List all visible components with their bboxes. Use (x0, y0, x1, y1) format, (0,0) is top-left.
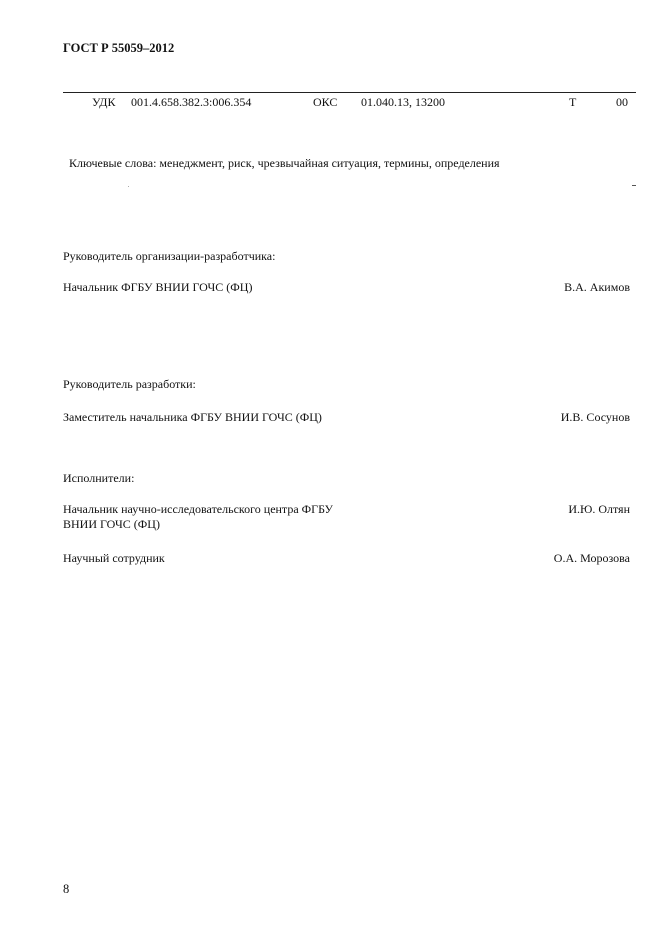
oks-label: ОКС (313, 95, 338, 109)
development-lead-name: И.В. Сосунов (560, 410, 630, 424)
udk-value: 001.4.658.382.3:006.354 (131, 95, 252, 109)
keywords-line: Ключевые слова: менеджмент, риск, чрезвычайная ситуация, термины, определения (69, 156, 500, 170)
executor-1-position-line1: Начальник научно-исследовательского центра ФГБУ (63, 502, 334, 516)
executor-1-position-line2: ВНИИ ГОЧС (ФЦ) (63, 517, 160, 531)
top-divider (63, 92, 636, 93)
developer-head-heading: Руководитель организации-разработчика: (63, 249, 276, 263)
udk-label: УДК (92, 95, 116, 109)
development-lead-position: Заместитель начальника ФГБУ ВНИИ ГОЧС (ФЦ) (63, 410, 322, 424)
divider-dot (128, 186, 129, 187)
page-number: 8 (63, 882, 70, 896)
divider-tick (632, 185, 636, 186)
t-value: 00 (616, 95, 628, 109)
standard-title: ГОСТ Р 55059–2012 (63, 41, 175, 55)
executor-2-name: О.А. Морозова (553, 551, 630, 565)
oks-value: 01.040.13, 13200 (361, 95, 445, 109)
executor-2-position: Научный сотрудник (63, 551, 165, 565)
development-lead-heading: Руководитель разработки: (63, 377, 196, 391)
developer-head-position: Начальник ФГБУ ВНИИ ГОЧС (ФЦ) (63, 280, 253, 294)
executor-1-name: И.Ю. Олтян (568, 502, 630, 516)
developer-head-name: В.А. Акимов (564, 280, 630, 294)
t-label: Т (569, 95, 577, 109)
executors-heading: Исполнители: (63, 471, 135, 485)
